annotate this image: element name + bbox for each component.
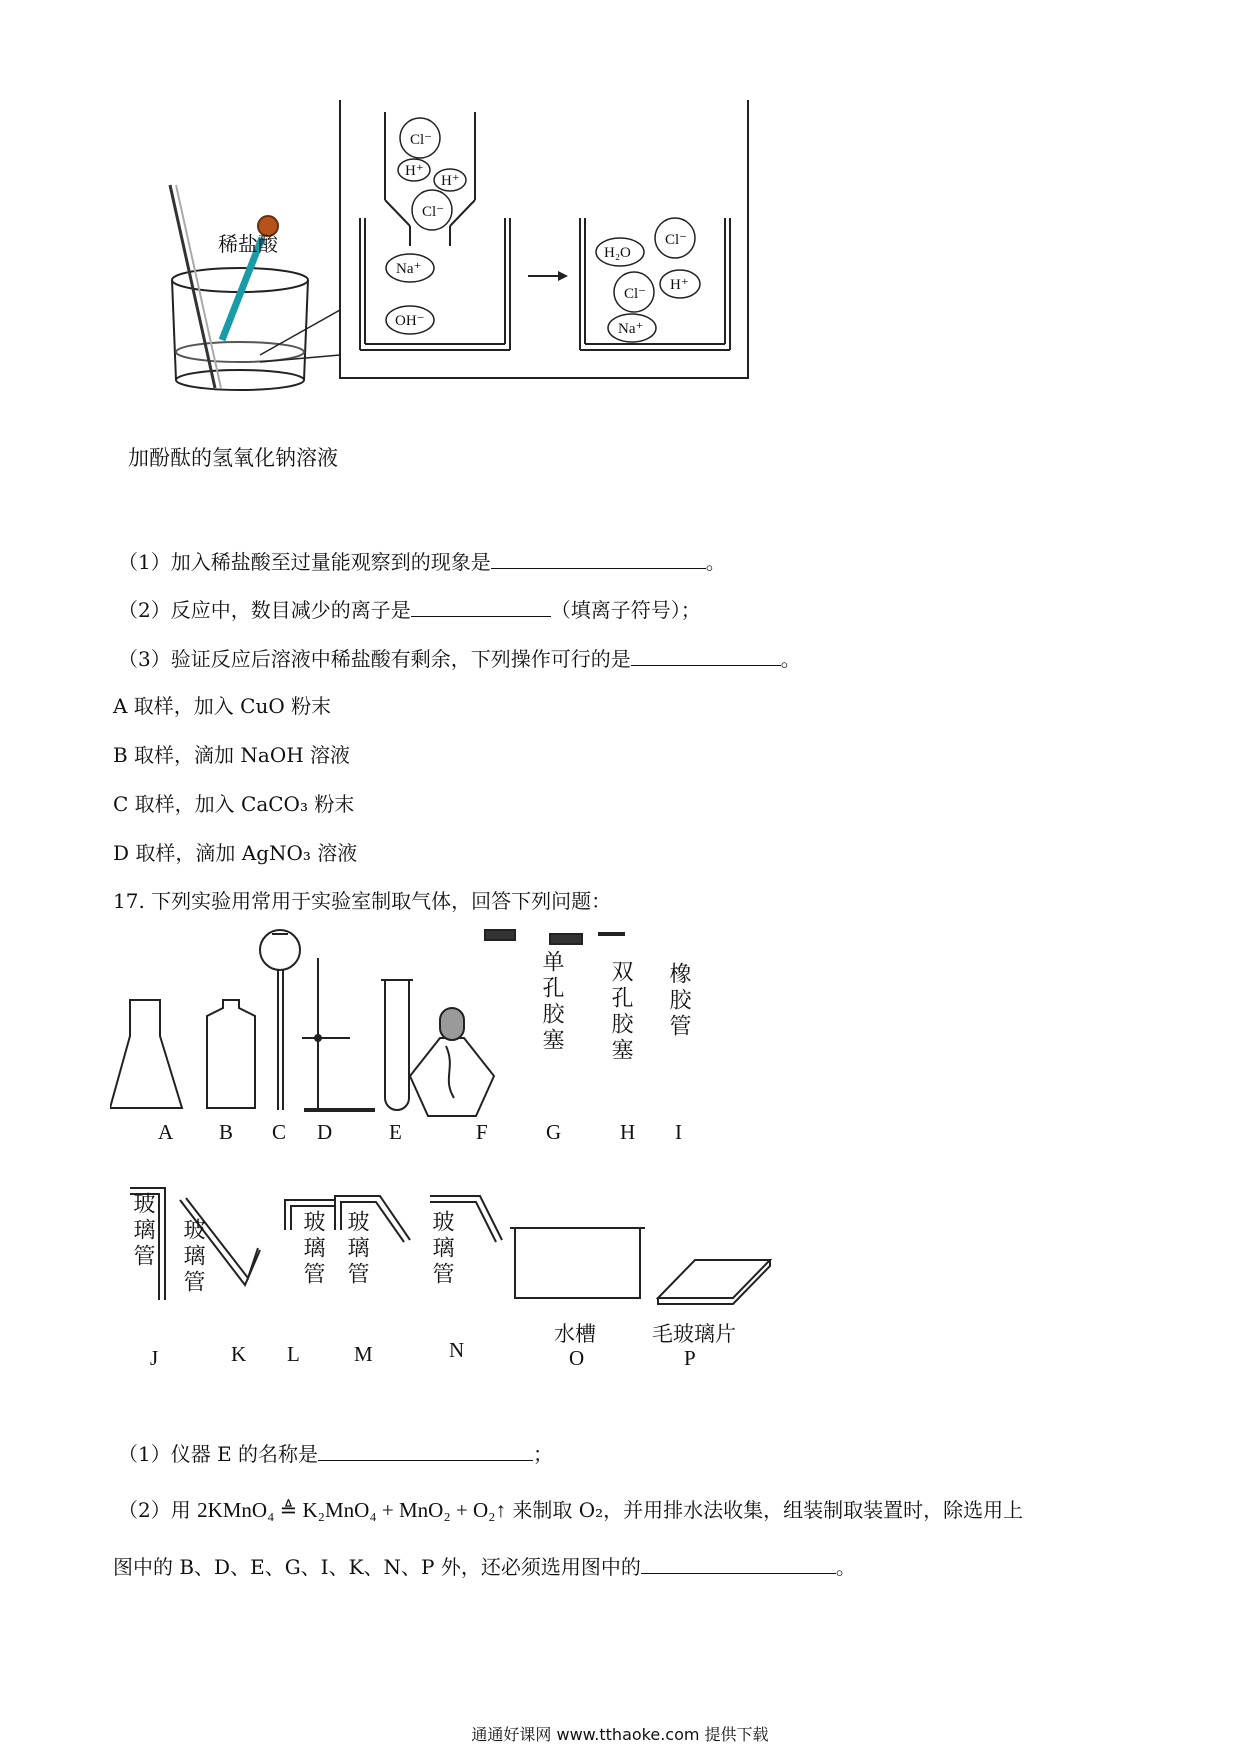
svg-text:Cl⁻: Cl⁻ [624, 286, 647, 302]
h-name: 双孔胶塞 [608, 960, 633, 1064]
punct: 。 [780, 647, 801, 671]
svg-text:Na⁺: Na⁺ [618, 321, 644, 337]
answer-blank[interactable] [641, 1553, 836, 1574]
o-name: 水槽 [554, 1322, 596, 1346]
water-trough-icon [515, 1228, 640, 1298]
q16-part2-text: （2）反应中，数目减少的离子是 [118, 598, 411, 622]
q16-part3 [118, 645, 801, 672]
q16-part1 [118, 548, 726, 575]
label-d: D [317, 1120, 333, 1144]
svg-text:Na⁺: Na⁺ [396, 261, 422, 277]
label-i: I [675, 1120, 682, 1144]
q16-part2-hint: （填离子符号）； [550, 598, 701, 622]
svg-text:Cl⁻: Cl⁻ [665, 232, 688, 248]
label-a: A [158, 1120, 174, 1144]
option-a: A 取样，加入 CuO 粉末 [113, 694, 332, 718]
test-tube-icon [385, 980, 409, 1110]
label-j: J [150, 1346, 159, 1370]
double-hole-stopper-icon [550, 934, 582, 944]
svg-text:Cl⁻: Cl⁻ [410, 132, 433, 148]
p-name: 毛玻璃片 [652, 1322, 736, 1346]
option-c: C 取样，加入 CaCO₃ 粉末 [113, 792, 355, 816]
alcohol-lamp-icon [410, 1038, 494, 1116]
label-c: C [272, 1120, 287, 1144]
option-d: D 取样，滴加 AgNO₃ 溶液 [113, 841, 358, 865]
q16-part3-text: （3）验证反应后溶液中稀盐酸有剩余，下列操作可行的是 [118, 647, 631, 671]
punct: 。 [705, 550, 726, 574]
solution-label: 加酚酞的氢氧化钠溶液 [128, 446, 338, 470]
option-b: B 取样，滴加 NaOH 溶液 [113, 743, 351, 767]
punct: ； [533, 1442, 554, 1466]
q16-part1-text: （1）加入稀盐酸至过量能观察到的现象是 [118, 550, 491, 574]
label-g: G [546, 1120, 562, 1144]
svg-text:H₂O: H₂O [604, 245, 631, 261]
neutralization-figure [110, 100, 850, 480]
q17-part2-text: 来制取 O₂，并用排水法收集，组装制取装置时，除选用上 [512, 1498, 1024, 1522]
q17-part2-line1 [118, 1497, 1023, 1523]
q17-part2-intro: （2）用 [118, 1498, 191, 1522]
label-k: K [231, 1342, 247, 1366]
q17-part2-line2 [113, 1553, 856, 1580]
label-e: E [389, 1120, 402, 1144]
answer-blank[interactable] [491, 548, 706, 569]
g-name: 单孔胶塞 [539, 950, 564, 1054]
punct: 。 [835, 1555, 856, 1579]
q17-part1-text: （1）仪器 E 的名称是 [118, 1442, 319, 1466]
reaction-equation: 2KMnO₄ ≜ K₂MnO₄ + MnO₂ + O₂↑ [197, 1498, 506, 1522]
label-b: B [219, 1120, 234, 1144]
apparatus-row1 [110, 928, 730, 1128]
label-m: M [354, 1342, 373, 1366]
conical-flask-icon [110, 1000, 182, 1108]
i-name: 橡胶管 [666, 962, 691, 1040]
svg-text:H⁺: H⁺ [441, 173, 460, 189]
answer-blank[interactable] [631, 645, 781, 666]
l-tube-label: 玻璃管 [300, 1210, 325, 1288]
answer-blank[interactable] [318, 1440, 533, 1461]
label-o: O [569, 1346, 585, 1370]
label-f: F [476, 1120, 488, 1144]
n-tube-label: 玻璃管 [429, 1210, 454, 1288]
single-hole-stopper-icon [485, 930, 515, 940]
q17-part1 [118, 1440, 553, 1467]
funnel-icon [260, 930, 300, 970]
svg-text:H⁺: H⁺ [405, 163, 424, 179]
q16-part2 [118, 596, 701, 623]
q17-stem: 17. 下列实验用常用于实验室制取气体，回答下列问题： [113, 889, 612, 913]
m-tube-label: 玻璃管 [344, 1210, 369, 1288]
k-tube-label: 玻璃管 [180, 1218, 205, 1296]
glass-slide-icon [658, 1260, 770, 1298]
label-n: N [449, 1338, 465, 1362]
reagent-label: 稀盐酸 [218, 232, 278, 256]
j-tube-label: 玻璃管 [130, 1192, 155, 1270]
label-l: L [287, 1342, 300, 1366]
footer: 通通好课网 www.tthaoke.com 提供下载 [471, 1725, 769, 1744]
glass-rod [170, 185, 215, 388]
svg-text:Cl⁻: Cl⁻ [422, 204, 445, 220]
answer-blank[interactable] [411, 596, 551, 617]
svg-text:H⁺: H⁺ [670, 277, 689, 293]
svg-text:OH⁻: OH⁻ [395, 313, 425, 329]
gas-jar-icon [207, 1000, 255, 1108]
label-p: P [684, 1346, 696, 1370]
label-h: H [620, 1120, 636, 1144]
q17-part2-text2: 图中的 B、D、E、G、I、K、N、P 外，还必须选用图中的 [113, 1555, 641, 1579]
